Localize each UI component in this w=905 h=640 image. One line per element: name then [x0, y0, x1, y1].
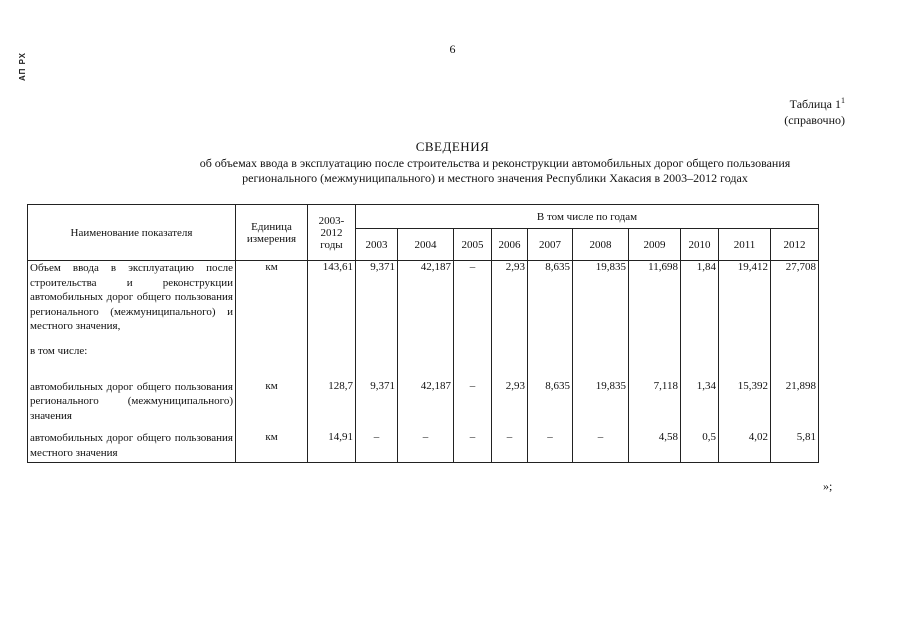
header-year: 2003: [356, 229, 398, 261]
header-year: 2007: [528, 229, 573, 261]
header-year: 2008: [573, 229, 629, 261]
year-value: 1,34: [681, 372, 719, 424]
header-year: 2006: [492, 229, 528, 261]
year-value: –: [454, 423, 492, 463]
header-year: 2012: [771, 229, 819, 261]
header-unit: Единица измерения: [236, 205, 308, 261]
header-years-group: В том числе по годам: [356, 205, 819, 229]
subtitle-line-1: об объемах ввода в эксплуатацию после строительства и реконструкции автомобильных дорог общего пользования: [199, 156, 791, 170]
table-row-total: [28, 261, 819, 334]
table-label-block: [784, 93, 845, 128]
header-year: 2010: [681, 229, 719, 261]
header-indicator-name: Наименование показателя: [28, 205, 236, 261]
year-value: 4,58: [629, 423, 681, 463]
year-value: 8,635: [528, 372, 573, 424]
row-unit: км: [236, 423, 308, 463]
year-value: 7,118: [629, 372, 681, 424]
year-value: 27,708: [771, 261, 819, 334]
row-unit: км: [236, 372, 308, 424]
year-value: 19,835: [573, 372, 629, 424]
header-year: 2005: [454, 229, 492, 261]
year-value: 2,93: [492, 261, 528, 334]
page-number: 6: [449, 42, 456, 56]
year-value: 4,02: [719, 423, 771, 463]
year-value: –: [356, 423, 398, 463]
header-year: 2009: [629, 229, 681, 261]
year-value: 15,392: [719, 372, 771, 424]
year-value: 9,371: [356, 372, 398, 424]
year-value: –: [528, 423, 573, 463]
data-table: [27, 204, 819, 463]
header-total-period: 2003- 2012 годы: [308, 205, 356, 261]
year-value: –: [573, 423, 629, 463]
year-value: 11,698: [629, 261, 681, 334]
subtitle-line-2: регионального (межмуниципального) и местного значения Республики Хакасия в 2003–2012 годах: [242, 171, 748, 185]
year-value: 21,898: [771, 372, 819, 424]
table-label: Таблица $1^1$: [789, 96, 845, 111]
year-value: –: [492, 423, 528, 463]
row-name: автомобильных дорог общего пользования местного значения: [28, 423, 236, 463]
year-value: 5,81: [771, 423, 819, 463]
row-total: 143,61: [308, 261, 356, 334]
document-title: СВЕДЕНИЯ: [415, 139, 490, 154]
closing-quote-mark: »;: [823, 479, 833, 493]
row-name: автомобильных дорог общего пользования регионального (межмуниципального) значения: [28, 372, 236, 424]
year-value: 19,412: [719, 261, 771, 334]
year-value: 9,371: [356, 261, 398, 334]
year-value: –: [398, 423, 454, 463]
header-year: 2004: [398, 229, 454, 261]
document-subtitle: [100, 156, 890, 186]
table-note: (справочно): [784, 113, 845, 127]
header-year: 2011: [719, 229, 771, 261]
table-row-local: [28, 423, 819, 463]
year-value: 1,84: [681, 261, 719, 334]
row-unit: км: [236, 261, 308, 334]
year-value: –: [454, 372, 492, 424]
year-value: 19,835: [573, 261, 629, 334]
side-stamp: АП РХ: [18, 52, 27, 82]
year-value: 42,187: [398, 261, 454, 334]
table-row-subheading: [28, 334, 819, 372]
row-total: 128,7: [308, 372, 356, 424]
year-value: 0,5: [681, 423, 719, 463]
year-value: 8,635: [528, 261, 573, 334]
row-name: Объем ввода в эксплуатацию после строительства и реконструкции автомобильных дорог общего пользования регионального (межмуниципального) и местного значения,: [28, 261, 236, 334]
row-total: 14,91: [308, 423, 356, 463]
year-value: 42,187: [398, 372, 454, 424]
year-value: –: [454, 261, 492, 334]
year-value: 2,93: [492, 372, 528, 424]
table-row-regional: [28, 372, 819, 424]
row-subheading: в том числе:: [28, 334, 236, 372]
